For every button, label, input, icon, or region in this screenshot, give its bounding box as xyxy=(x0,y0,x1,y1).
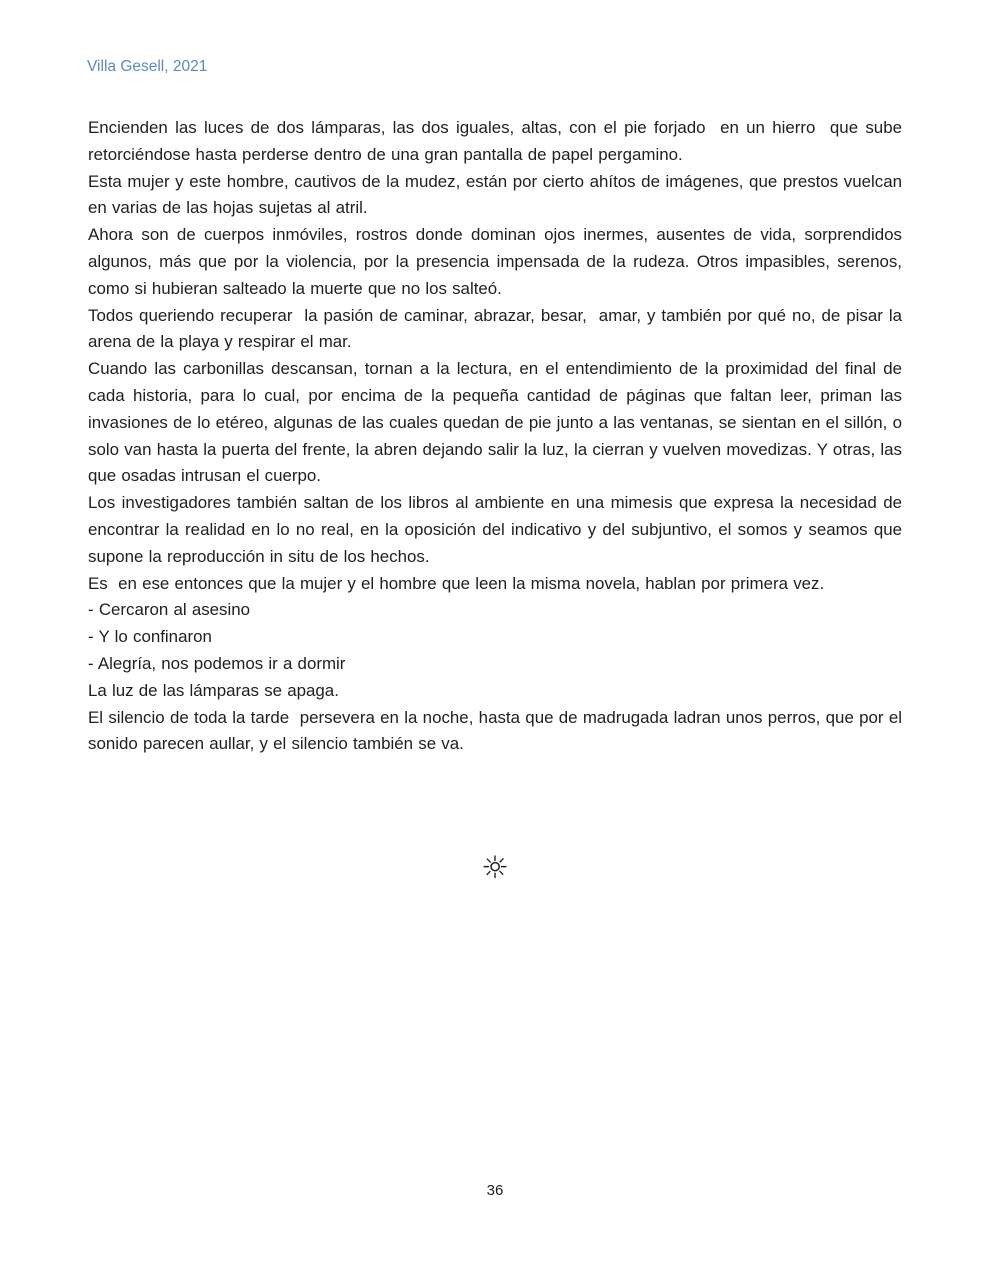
dialogue-line: - Cercaron al asesino xyxy=(88,600,251,620)
sun-divider-icon: ☼ xyxy=(481,850,509,886)
document-body xyxy=(88,115,908,758)
paragraph: El silencio de toda la tarde persevera en la noche, hasta que de madrugada ladran unos perros, que por el sonido parecen aullar, y el silencio también se va. xyxy=(88,707,908,754)
dialogue-line: - Alegría, nos podemos ir a dormir xyxy=(88,653,346,673)
paragraph: Encienden las luces de dos lámparas, las dos iguales, altas, con el pie forjado en un hierro que sube retorciéndose hasta perderse dentro de una gran pantalla de papel pergamino. xyxy=(88,118,908,164)
paragraph: Cuando las carbonillas descansan, tornan a la lectura, en el entendimiento de la proximidad del final de cada historia, para lo cual, por encima de la pequeña cantidad de páginas que faltan leer, priman las invasiones de lo etéreo, algunas de las cuales quedan de pie junto a las ventanas, se sientan en el sillón, o solo van hasta la puerta del frente, la abren dejando salir la luz, la cierran y vuelven movedizas. Y otras, las que osadas intrusan el cuerpo. xyxy=(88,359,908,486)
page-number: 36 xyxy=(486,1182,504,1199)
paragraph: La luz de las lámparas se apaga. xyxy=(88,680,339,700)
paragraph: Todos queriendo recuperar la pasión de caminar, abrazar, besar, amar, y también por qué no, de pisar la arena de la playa y respirar el mar. xyxy=(88,305,908,352)
paragraph: Es en ese entonces que la mujer y el hombre que leen la misma novela, hablan por primera vez. xyxy=(88,573,825,593)
paragraph: Ahora son de cuerpos inmóviles, rostros donde dominan ojos inermes, ausentes de vida, sorprendidos algunos, más que por la violencia, por la presencia impensada de la rudeza. Otros impasibles, serenos, como si hubieran salteado la muerte que no los salteó. xyxy=(88,225,908,298)
page-header-running-title: Villa Gesell, 2021 xyxy=(87,58,208,75)
paragraph: Esta mujer y este hombre, cautivos de la mudez, están por cierto ahítos de imágenes, que prestos vuelcan en varias de las hojas sujetas al atril. xyxy=(88,171,908,218)
dialogue-line: - Y lo confinaron xyxy=(88,627,212,647)
paragraph: Los investigadores también saltan de los libros al ambiente en una mimesis que expresa la necesidad de encontrar la realidad en lo no real, en la oposición del indicativo y del subjuntivo, el somos y seamos que supone la reproducción in situ de los hechos. xyxy=(88,493,908,566)
